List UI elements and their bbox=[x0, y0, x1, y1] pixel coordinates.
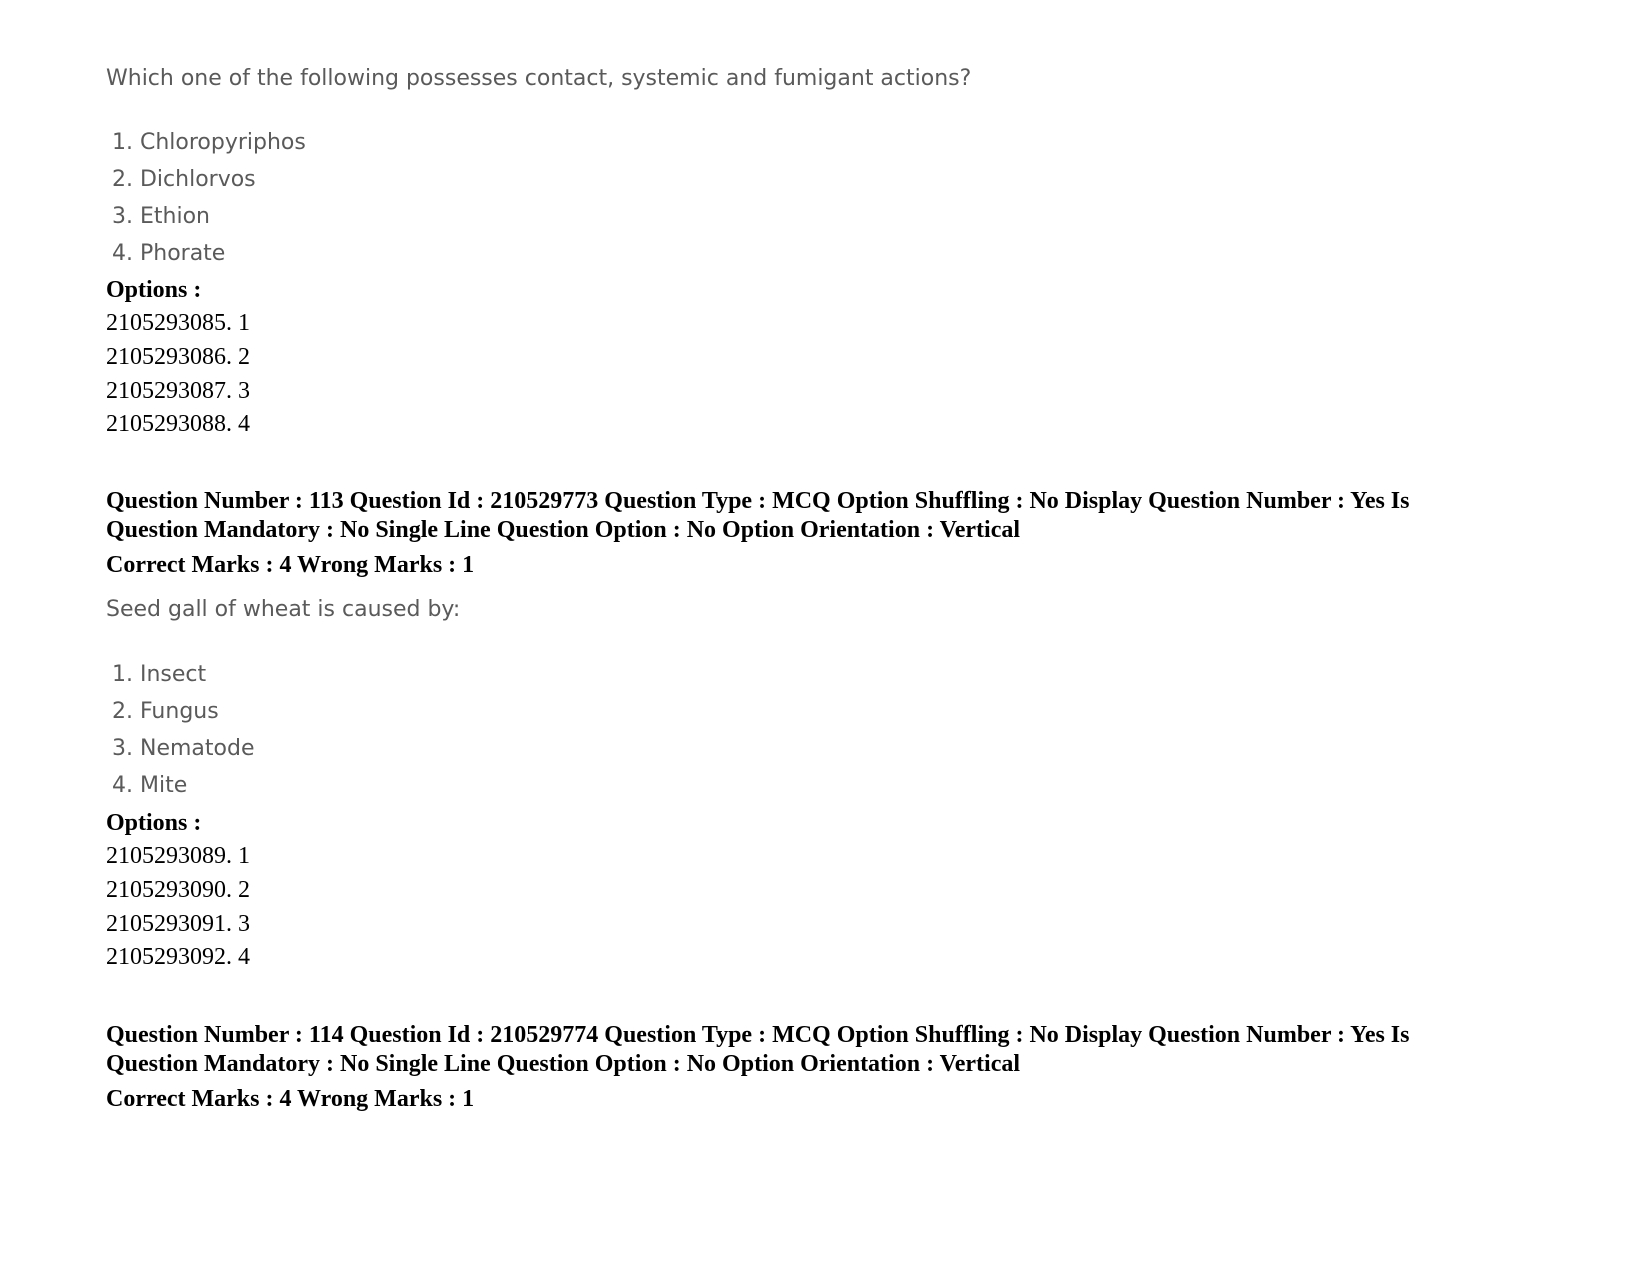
answer-choice: 4. Mite bbox=[112, 773, 188, 798]
option-id: 2105293088. 4 bbox=[106, 411, 250, 437]
option-id: 2105293085. 1 bbox=[106, 310, 250, 336]
option-id: 2105293091. 3 bbox=[106, 911, 250, 937]
answer-choice: 2. Fungus bbox=[112, 699, 219, 724]
answer-choice: 4. Phorate bbox=[112, 241, 226, 266]
question-meta-line: Question Mandatory : No Single Line Question Option : No Option Orientation : Vertical bbox=[106, 1051, 1021, 1077]
option-id: 2105293090. 2 bbox=[106, 877, 250, 903]
option-id: 2105293087. 3 bbox=[106, 378, 250, 404]
option-id: 2105293089. 1 bbox=[106, 843, 250, 869]
answer-choice: 3. Nematode bbox=[112, 736, 255, 761]
answer-choice: 1. Chloropyriphos bbox=[112, 130, 306, 155]
option-id: 2105293086. 2 bbox=[106, 344, 250, 370]
marks-line: Correct Marks : 4 Wrong Marks : 1 bbox=[106, 1086, 475, 1112]
question-text: Which one of the following possesses contact, systemic and fumigant actions? bbox=[106, 66, 972, 91]
options-label: Options : bbox=[106, 810, 202, 836]
answer-choice: 1. Insect bbox=[112, 662, 207, 687]
marks-line: Correct Marks : 4 Wrong Marks : 1 bbox=[106, 552, 475, 578]
question-meta-line: Question Mandatory : No Single Line Question Option : No Option Orientation : Vertical bbox=[106, 517, 1021, 543]
question-meta-line: Question Number : 114 Question Id : 210529774 Question Type : MCQ Option Shuffling : No Display Question Number : Yes Is bbox=[106, 1022, 1410, 1048]
answer-choice: 3. Ethion bbox=[112, 204, 210, 229]
option-id: 2105293092. 4 bbox=[106, 944, 250, 970]
question-text: Seed gall of wheat is caused by: bbox=[106, 597, 461, 622]
options-label: Options : bbox=[106, 277, 202, 303]
answer-choice: 2. Dichlorvos bbox=[112, 167, 256, 192]
question-meta-line: Question Number : 113 Question Id : 210529773 Question Type : MCQ Option Shuffling : No Display Question Number : Yes Is bbox=[106, 488, 1410, 514]
question-meta bbox=[106, 1021, 1546, 1079]
question-meta bbox=[106, 487, 1546, 545]
